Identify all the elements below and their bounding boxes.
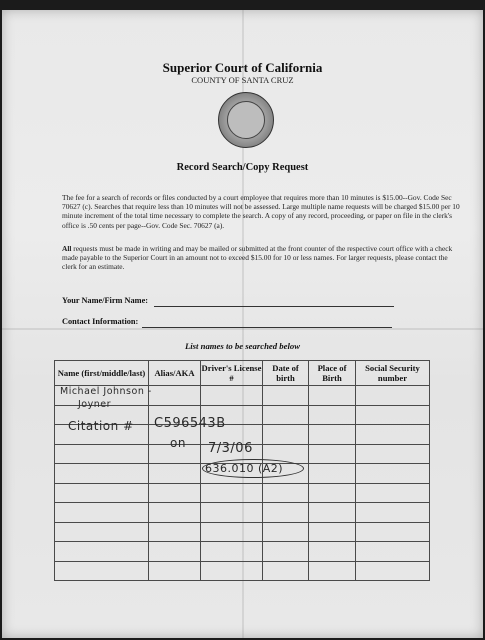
table-cell[interactable] (356, 561, 430, 581)
col-alias-header: Alias/AKA (149, 361, 201, 386)
court-seal-icon (218, 92, 274, 148)
table-cell[interactable] (201, 522, 263, 542)
table-cell[interactable] (263, 405, 309, 425)
table-row (55, 542, 430, 562)
table-cell[interactable] (356, 386, 430, 406)
table-row (55, 503, 430, 523)
requests-paragraph (62, 244, 462, 272)
table-cell[interactable] (309, 561, 356, 581)
table-header-row (55, 361, 430, 386)
col-name-header: Name (first/middle/last) (55, 361, 149, 386)
table-cell[interactable] (201, 503, 263, 523)
table-cell[interactable] (149, 542, 201, 562)
table-cell[interactable] (263, 483, 309, 503)
requests-paragraph-text: requests must be made in writing and may be mailed or submitted at the front counter of the respective court office with a check made payable to the Superior Court in an amount not to exceed $15.00 for 10 or less names. For larger requests, please contact the clerk for an estimate. (62, 244, 453, 272)
handwritten-citation-label: Citation # (68, 419, 134, 433)
table-cell[interactable] (309, 444, 356, 464)
table-cell[interactable] (309, 522, 356, 542)
table-cell[interactable] (55, 444, 149, 464)
table-row (55, 483, 430, 503)
table-cell[interactable] (149, 483, 201, 503)
table-cell[interactable] (309, 464, 356, 484)
form-title: Record Search/Copy Request (176, 162, 309, 173)
col-ssn-header: Social Security number (356, 361, 430, 386)
handwritten-date: 7/3/06 (208, 441, 253, 456)
table-cell[interactable] (55, 503, 149, 523)
table-cell[interactable] (263, 386, 309, 406)
table-cell[interactable] (263, 522, 309, 542)
table-cell[interactable] (55, 542, 149, 562)
table-row (55, 561, 430, 581)
table-cell[interactable] (356, 542, 430, 562)
table-cell[interactable] (309, 405, 356, 425)
table-cell[interactable] (309, 503, 356, 523)
handwritten-name-line2: Joyner (78, 399, 112, 410)
table-cell[interactable] (309, 425, 356, 445)
table-cell[interactable] (55, 522, 149, 542)
table-cell[interactable] (149, 386, 201, 406)
table-cell[interactable] (356, 464, 430, 484)
table-cell[interactable] (356, 405, 430, 425)
contact-field-line[interactable] (142, 327, 392, 328)
table-cell[interactable] (356, 522, 430, 542)
handwritten-code: 636.010 (A2) (205, 462, 284, 475)
table-cell[interactable] (356, 444, 430, 464)
table-cell[interactable] (149, 561, 201, 581)
table-cell[interactable] (201, 386, 263, 406)
table-cell[interactable] (309, 386, 356, 406)
all-bold: All (62, 244, 72, 253)
contact-field-label: Contact Information: (62, 317, 139, 326)
table-cell[interactable] (309, 542, 356, 562)
handwritten-circle (202, 459, 304, 478)
list-header: List names to be searched below (184, 341, 301, 351)
col-license-header: Driver's License # (201, 361, 263, 386)
table-cell[interactable] (263, 542, 309, 562)
table-cell[interactable] (263, 425, 309, 445)
table-row (55, 522, 430, 542)
table-cell[interactable] (263, 561, 309, 581)
table-cell[interactable] (356, 483, 430, 503)
table-cell[interactable] (149, 464, 201, 484)
table-cell[interactable] (149, 503, 201, 523)
table-cell[interactable] (263, 503, 309, 523)
table-cell[interactable] (356, 425, 430, 445)
table-cell[interactable] (201, 483, 263, 503)
col-pob-header: Place of Birth (309, 361, 356, 386)
table-cell[interactable] (201, 542, 263, 562)
name-field-label: Your Name/Firm Name: (62, 296, 149, 305)
handwritten-name-line1: Michael Johnson - (60, 386, 152, 397)
county-subtitle: COUNTY OF SANTA CRUZ (191, 75, 294, 85)
name-field-line[interactable] (154, 306, 394, 307)
table-cell[interactable] (201, 561, 263, 581)
table-cell[interactable] (309, 483, 356, 503)
table-cell[interactable] (55, 464, 149, 484)
court-title: Superior Court of California (162, 60, 323, 75)
document-page (2, 10, 483, 638)
col-dob-header: Date of birth (263, 361, 309, 386)
table-cell[interactable] (55, 483, 149, 503)
fee-paragraph: The fee for a search of records or files conducted by a court employee that requires more than 10 minutes is $15.00--Gov. Code Sec 70627 (c). Searches that require less than 10 minutes will not be assessed. Large multiple name requests will be charged $15.00 per 10 minute increment of the total time necessary to complete the search. A copy of any record, proceeding, or paper on file in the clerk's office is .50 cents per page--Gov. Code Sec. 70627 (a). (62, 193, 460, 230)
table-cell[interactable] (149, 522, 201, 542)
table-cell[interactable] (356, 503, 430, 523)
handwritten-on: on (170, 436, 186, 450)
handwritten-citation-number: C596543B (154, 416, 226, 431)
table-cell[interactable] (55, 561, 149, 581)
